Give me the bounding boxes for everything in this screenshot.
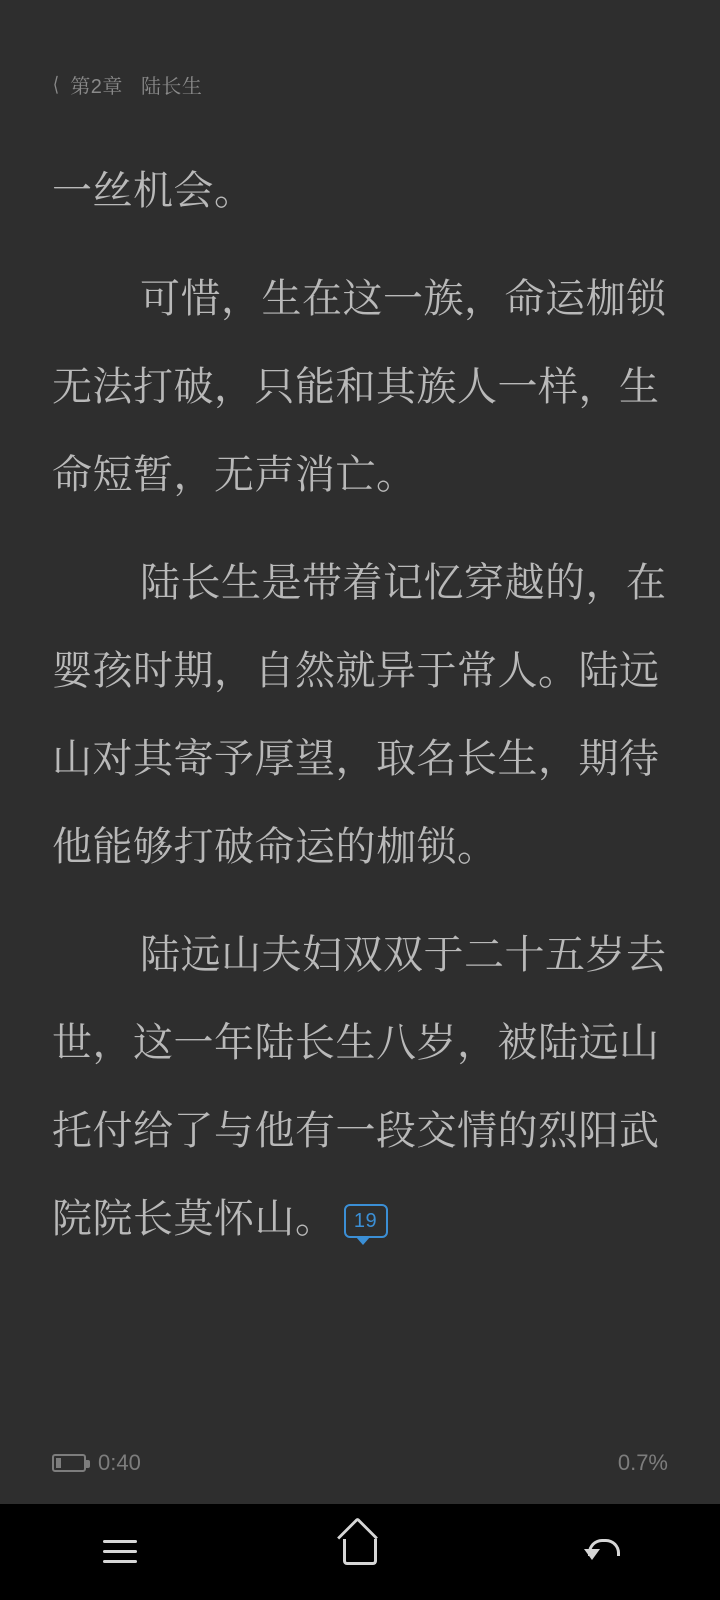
chapter-breadcrumb[interactable]: [52, 0, 668, 109]
recent-apps-button[interactable]: [60, 1504, 180, 1600]
paragraph: [52, 147, 668, 235]
back-button[interactable]: [540, 1504, 660, 1600]
battery-icon: [52, 1454, 86, 1472]
reading-progress: 0.7%: [617, 1450, 668, 1475]
menu-icon: [103, 1540, 137, 1564]
chapter-body: [52, 147, 668, 1263]
paragraph: [52, 255, 668, 519]
reader-status-left: [52, 1450, 141, 1476]
chevron-left-icon[interactable]: ⟨: [52, 73, 60, 96]
chapter-title: 陆长生: [140, 76, 203, 98]
clock-time: 0:40: [98, 1450, 141, 1475]
paragraph-text: 一丝机会。: [52, 169, 255, 213]
paragraph-note-count-badge[interactable]: 19: [344, 1204, 388, 1238]
paragraph: [52, 911, 668, 1263]
reader-status-footer: [52, 1450, 668, 1476]
home-button[interactable]: [300, 1504, 420, 1600]
paragraph-text: 可惜，生在这一族，命运枷锁无法打破，只能和其族人一样，生命短暂，无声消亡。: [52, 277, 667, 497]
paragraph-text: 陆远山夫妇双双于二十五岁去世，这一年陆长生八岁，被陆远山托付给了与他有一段交情的烈阳武院院长莫怀山。: [52, 933, 667, 1241]
paragraph-text: 陆长生是带着记忆穿越的，在婴孩时期，自然就异于常人。陆远山对其寄予厚望，取名长生，期待他能够打破命运的枷锁。: [52, 561, 667, 869]
back-icon: [584, 1539, 616, 1565]
android-navigation-bar: [0, 1504, 720, 1600]
paragraph: [52, 539, 668, 891]
chapter-number: 第2章: [70, 76, 123, 98]
home-icon: [343, 1539, 377, 1565]
